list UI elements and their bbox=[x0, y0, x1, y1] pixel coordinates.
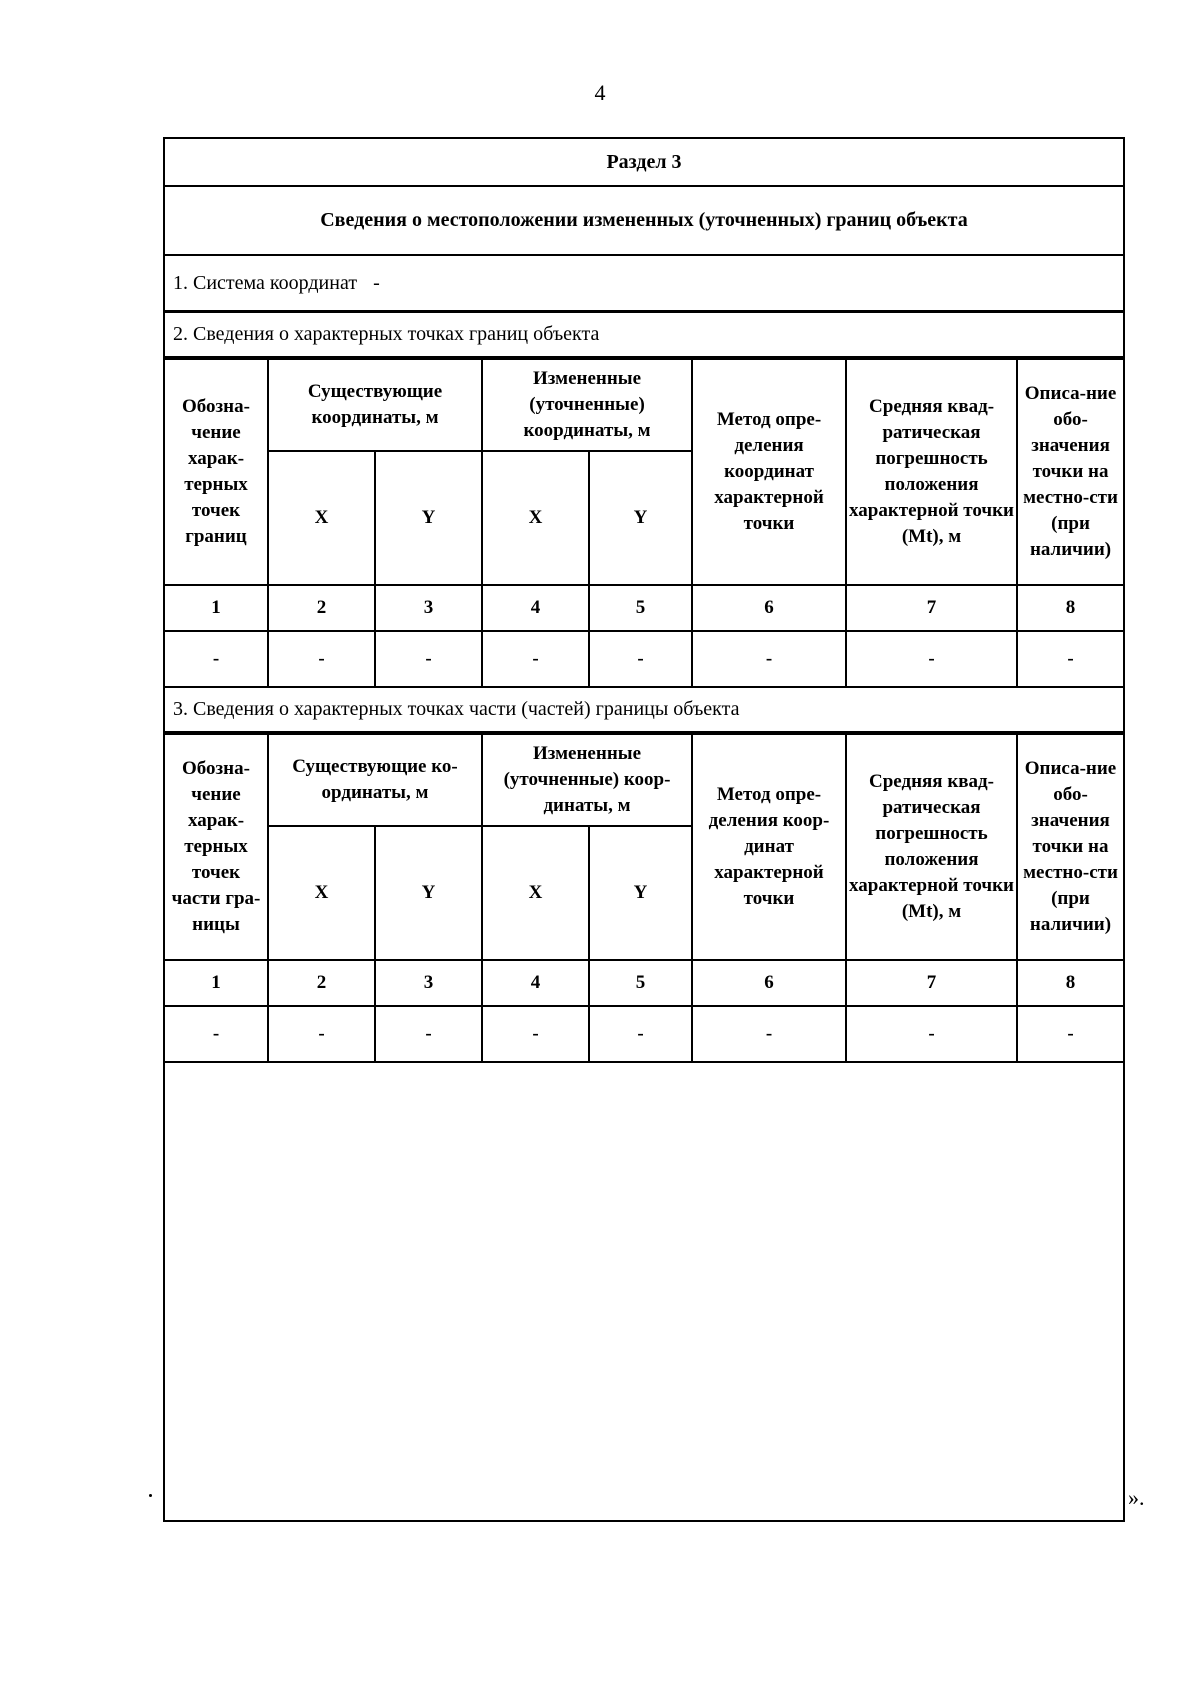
col-existing-y: Y bbox=[375, 451, 482, 585]
col-existing-x: X bbox=[268, 826, 375, 960]
col-changed-x: X bbox=[482, 826, 589, 960]
page-number: 4 bbox=[594, 80, 606, 105]
table-cell: - bbox=[268, 1006, 375, 1062]
col-method: Метод опре-деления координат характерной точки bbox=[692, 359, 846, 585]
table-cell: - bbox=[846, 631, 1017, 687]
col-method: Метод опре-деления коор-динат характерной точки bbox=[692, 734, 846, 960]
column-number: 2 bbox=[268, 585, 375, 631]
col-description: Описа-ние обо-значения точки на местно-сти (при наличии) bbox=[1017, 734, 1123, 960]
col-existing: Существующие координаты, м bbox=[268, 359, 482, 451]
col-description: Описа-ние обо-значения точки на местно-сти (при наличии) bbox=[1017, 359, 1123, 585]
table-cell: - bbox=[375, 1006, 482, 1062]
table-cell: - bbox=[375, 631, 482, 687]
column-number: 2 bbox=[268, 960, 375, 1006]
column-number: 8 bbox=[1017, 960, 1123, 1006]
table-cell: - bbox=[268, 631, 375, 687]
table-cell: - bbox=[1017, 631, 1123, 687]
column-number: 5 bbox=[589, 585, 692, 631]
table-cell: - bbox=[692, 1006, 846, 1062]
column-number: 1 bbox=[165, 585, 268, 631]
col-changed: Измененные (уточненные) коор-динаты, м bbox=[482, 734, 692, 826]
column-numbers-row bbox=[165, 960, 1123, 1006]
coordinate-system-label: 1. Система координат bbox=[173, 271, 358, 294]
column-number: 4 bbox=[482, 585, 589, 631]
col-error: Средняя квад-ратическая погрешность положения характерной точки (Mt), м bbox=[846, 359, 1017, 585]
col-changed-x: X bbox=[482, 451, 589, 585]
coordinate-system-value: - bbox=[373, 271, 380, 294]
main-title: Сведения о местоположении измененных (уточненных) границ объекта bbox=[165, 187, 1123, 256]
column-number: 7 bbox=[846, 960, 1017, 1006]
table-cell: - bbox=[165, 631, 268, 687]
column-number: 6 bbox=[692, 960, 846, 1006]
table-cell: - bbox=[482, 631, 589, 687]
column-number: 4 bbox=[482, 960, 589, 1006]
col-existing: Существующие ко-ординаты, м bbox=[268, 734, 482, 826]
table-cell: - bbox=[589, 1006, 692, 1062]
column-number: 7 bbox=[846, 585, 1017, 631]
section-title: Раздел 3 bbox=[165, 139, 1123, 187]
document-frame bbox=[163, 137, 1125, 1522]
column-number: 5 bbox=[589, 960, 692, 1006]
column-number: 3 bbox=[375, 585, 482, 631]
table-cell: - bbox=[692, 631, 846, 687]
table-cell: - bbox=[482, 1006, 589, 1062]
table-row bbox=[165, 1006, 1123, 1062]
column-number: 1 bbox=[165, 960, 268, 1006]
table-row bbox=[165, 631, 1123, 687]
stray-dot bbox=[149, 1494, 152, 1497]
boundary-points-table bbox=[165, 358, 1123, 688]
col-existing-x: X bbox=[268, 451, 375, 585]
col-designation: Обозна-чение харак-терных точек границ bbox=[165, 359, 268, 585]
col-changed-y: Y bbox=[589, 826, 692, 960]
col-changed-y: Y bbox=[589, 451, 692, 585]
col-changed: Измененные (уточненные) координаты, м bbox=[482, 359, 692, 451]
col-existing-y: Y bbox=[375, 826, 482, 960]
boundary-points-heading: 2. Сведения о характерных точках границ объекта bbox=[165, 313, 1123, 358]
column-number: 8 bbox=[1017, 585, 1123, 631]
col-designation: Обозна-чение харак-терных точек части гра-ницы bbox=[165, 734, 268, 960]
part-boundary-points-heading: 3. Сведения о характерных точках части (частей) границы объекта bbox=[165, 688, 1123, 733]
closing-quote-mark: ». bbox=[1128, 1485, 1145, 1510]
part-boundary-points-table bbox=[165, 733, 1123, 1063]
column-number: 3 bbox=[375, 960, 482, 1006]
column-numbers-row bbox=[165, 585, 1123, 631]
table-cell: - bbox=[589, 631, 692, 687]
table-cell: - bbox=[165, 1006, 268, 1062]
table-cell: - bbox=[1017, 1006, 1123, 1062]
col-error: Средняя квад-ратическая погрешность положения характерной точки (Mt), м bbox=[846, 734, 1017, 960]
coordinate-system-line bbox=[165, 256, 1123, 313]
column-number: 6 bbox=[692, 585, 846, 631]
table-cell: - bbox=[846, 1006, 1017, 1062]
